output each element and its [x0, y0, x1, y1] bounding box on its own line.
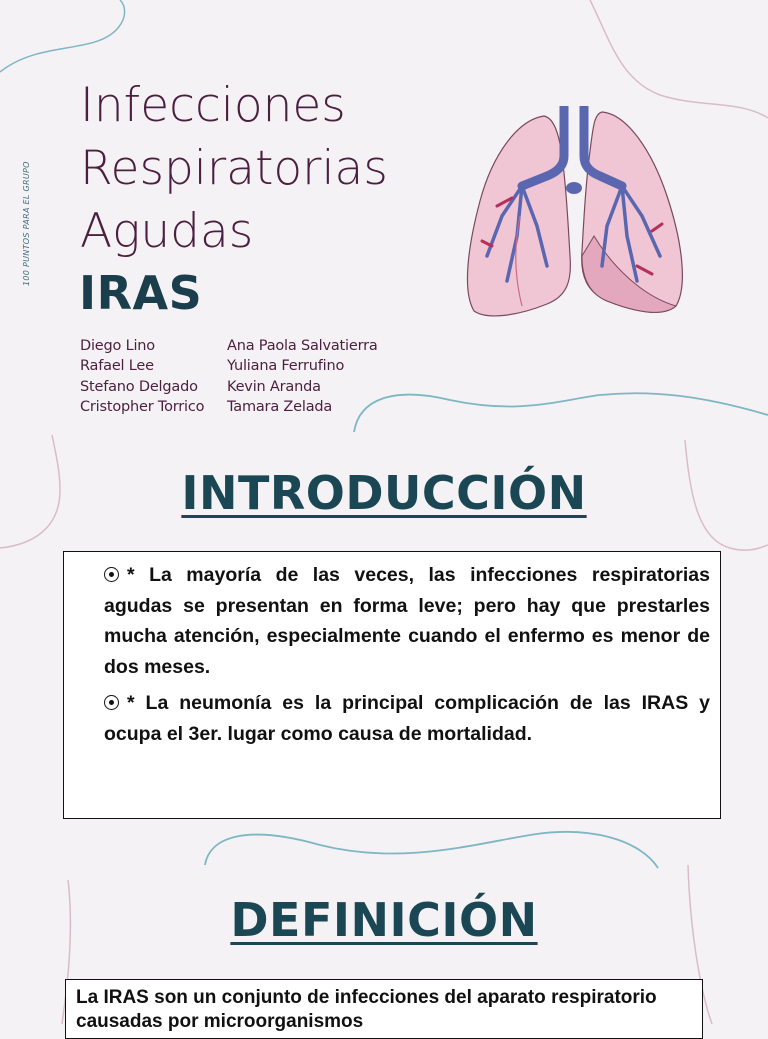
acronym-title: IRAS — [79, 266, 203, 320]
author-name: Stefano Delgado — [80, 378, 198, 395]
definition-text: La IRAS son un conjunto de infecciones del aparato respiratorio causadas por microorganismos — [76, 987, 657, 1032]
author-name: Ana Paola Salvatierra — [227, 338, 378, 354]
authors-right-column — [227, 336, 378, 417]
side-caption: 100 PUNTOS PARA EL GRUPO — [22, 161, 31, 286]
title-line: Agudas — [80, 204, 254, 259]
author-name: Tamara Zelada — [227, 398, 333, 415]
introduction-box — [63, 551, 721, 819]
circle-dot-bullet-icon — [104, 567, 119, 582]
lungs-illustration — [462, 106, 688, 322]
page-title — [80, 74, 388, 263]
authors-left-column — [80, 336, 204, 417]
author-name: Diego Lino — [80, 338, 155, 354]
author-name: Cristopher Torrico — [80, 398, 205, 415]
author-name: Rafael Lee — [80, 358, 154, 375]
author-name: Kevin Aranda — [227, 378, 321, 395]
introduction-paragraph — [104, 560, 710, 682]
title-line: Infecciones — [80, 78, 346, 133]
introduction-paragraph — [104, 688, 710, 749]
author-name: Yuliana Ferrufino — [227, 358, 345, 375]
title-line: Respiratorias — [80, 141, 388, 196]
paragraph-text: * La mayoría de las veces, las infecciones respiratorias agudas se presentan en forma leve; pero hay que prestarles mucha atención, especialmente cuando el enfermo es menor de dos meses. — [104, 564, 710, 678]
paragraph-text: * La neumonía es la principal complicación de las IRAS y ocupa el 3er. lugar como causa de mortalidad. — [104, 692, 710, 745]
introduction-heading: INTRODUCCIÓN — [181, 466, 587, 520]
definition-box — [65, 979, 703, 1039]
circle-dot-bullet-icon — [104, 695, 119, 710]
definition-heading: DEFINICIÓN — [230, 893, 538, 947]
